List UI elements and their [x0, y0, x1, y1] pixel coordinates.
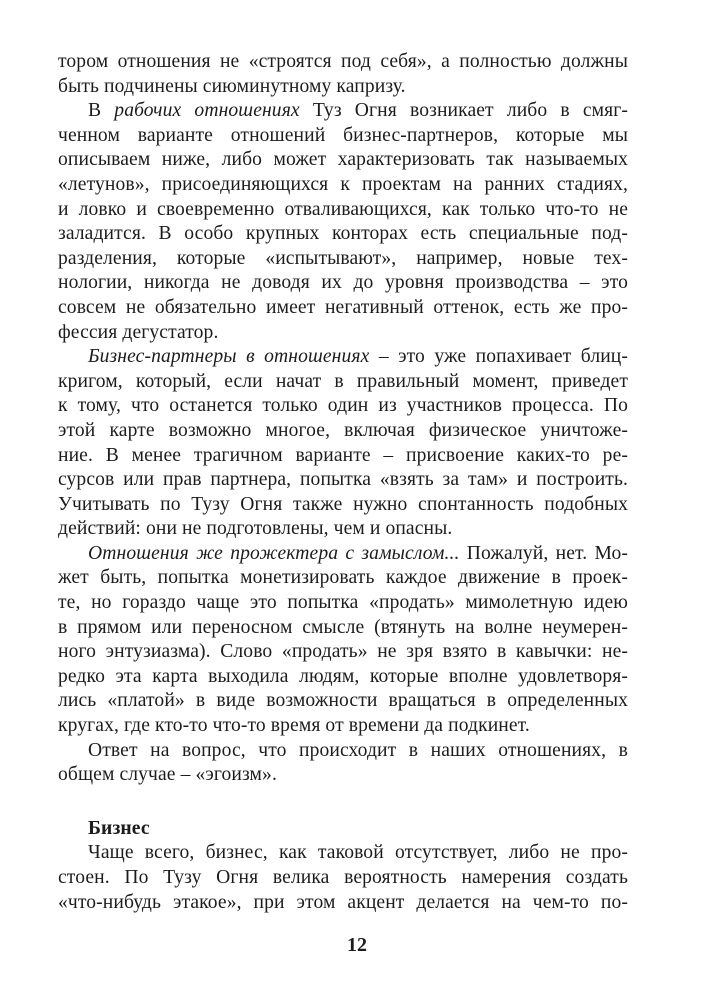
text-line: быть подчинены сиюминутному капризу. [58, 75, 406, 97]
text-line: разделения, которые «испытывают», например, новые тех- [58, 247, 628, 269]
text-line: Ответ на вопрос, что происходит в наших отношениях, в [88, 739, 628, 761]
text-line: фессия дегустатор. [58, 321, 219, 343]
text-line: «что-нибудь этакое», при этом акцент делается на чем-то по- [58, 891, 628, 913]
text-line: жет быть, попытка монетизировать каждое движение в проек- [58, 567, 628, 589]
text-line: и ловко и своевременно отваливающихся, как только что-то не [58, 198, 628, 220]
text-line: общем случае – «эгоизм». [58, 764, 277, 786]
italic-phrase: Отношения же прожектера с замыслом... [88, 542, 460, 564]
text-line: описываем ниже, либо может характеризовать так называемых [58, 149, 628, 171]
text-line: к тому, что останется только один из участников процесса. По [58, 395, 628, 417]
text-line: действий: они не подготовлены, чем и опасны. [58, 518, 453, 540]
text-line: ченном варианте отношений бизнес-партнеров, которые мы [58, 124, 628, 146]
text-line: нологии, никогда не доводя их до уровня производства – это [58, 272, 628, 294]
text-line: тором отношения не «строятся под себя», а полностью должны [58, 51, 628, 72]
text-line: кругах, где кто-то что-то время от времени да подкинет. [58, 715, 530, 737]
text-line: те, но гораздо чаще это попытка «продать» мимолетную идею [58, 592, 628, 614]
italic-phrase: рабочих отношениях [114, 100, 300, 122]
text-line: Чаще всего, бизнес, как таковой отсутствует, либо не про- [88, 842, 628, 864]
text-line: ние. В менее трагичном варианте – присвоение каких-то ре- [58, 444, 628, 466]
text-line: «летунов», присоединяющихся к проектам на ранних стадиях, [58, 173, 628, 195]
text-line: В рабочих отношениях Туз Огня возникает либо в смяг- [88, 100, 629, 122]
text-line: заладится. В особо крупных конторах есть специальные под- [58, 223, 628, 245]
text-line: ного энтузиазма). Слово «продать» не зря взято в кавычки: не- [58, 641, 628, 663]
text-line: Бизнес-партнеры в отношениях – это уже попахивает блиц- [88, 346, 628, 368]
text-line: Отношения же прожектера с замыслом... Пожалуй, нет. Мо- [88, 542, 628, 564]
page-text [58, 50, 628, 915]
text-line: лись «платой» в виде возможности вращаться в определенных [58, 690, 628, 712]
section-gap [58, 788, 628, 817]
text-line: в прямом или переносном смысле (втянуть на волне неумерен- [58, 616, 628, 638]
text-line: кригом, который, если начат в правильный момент, приведет [58, 370, 628, 392]
page-number: 12 [347, 934, 367, 956]
text-line: совсем не обязательно имеет негативный оттенок, есть же про- [58, 296, 628, 318]
text-line: Учитывать по Тузу Огня также нужно спонтанность подобных [58, 493, 628, 515]
section-heading: Бизнес [88, 817, 150, 839]
text-line: стоен. По Тузу Огня велика вероятность намерения создать [58, 867, 628, 888]
text-line: редко эта карта выходила людям, которые вполне удовлетворя- [58, 665, 628, 687]
italic-phrase: Бизнес-партнеры в отношениях [88, 346, 370, 368]
text-line: сурсов или прав партнера, попытка «взять за там» и построить. [58, 469, 628, 491]
text-line: этой карте возможно многое, включая физическое уничтоже- [58, 419, 628, 441]
